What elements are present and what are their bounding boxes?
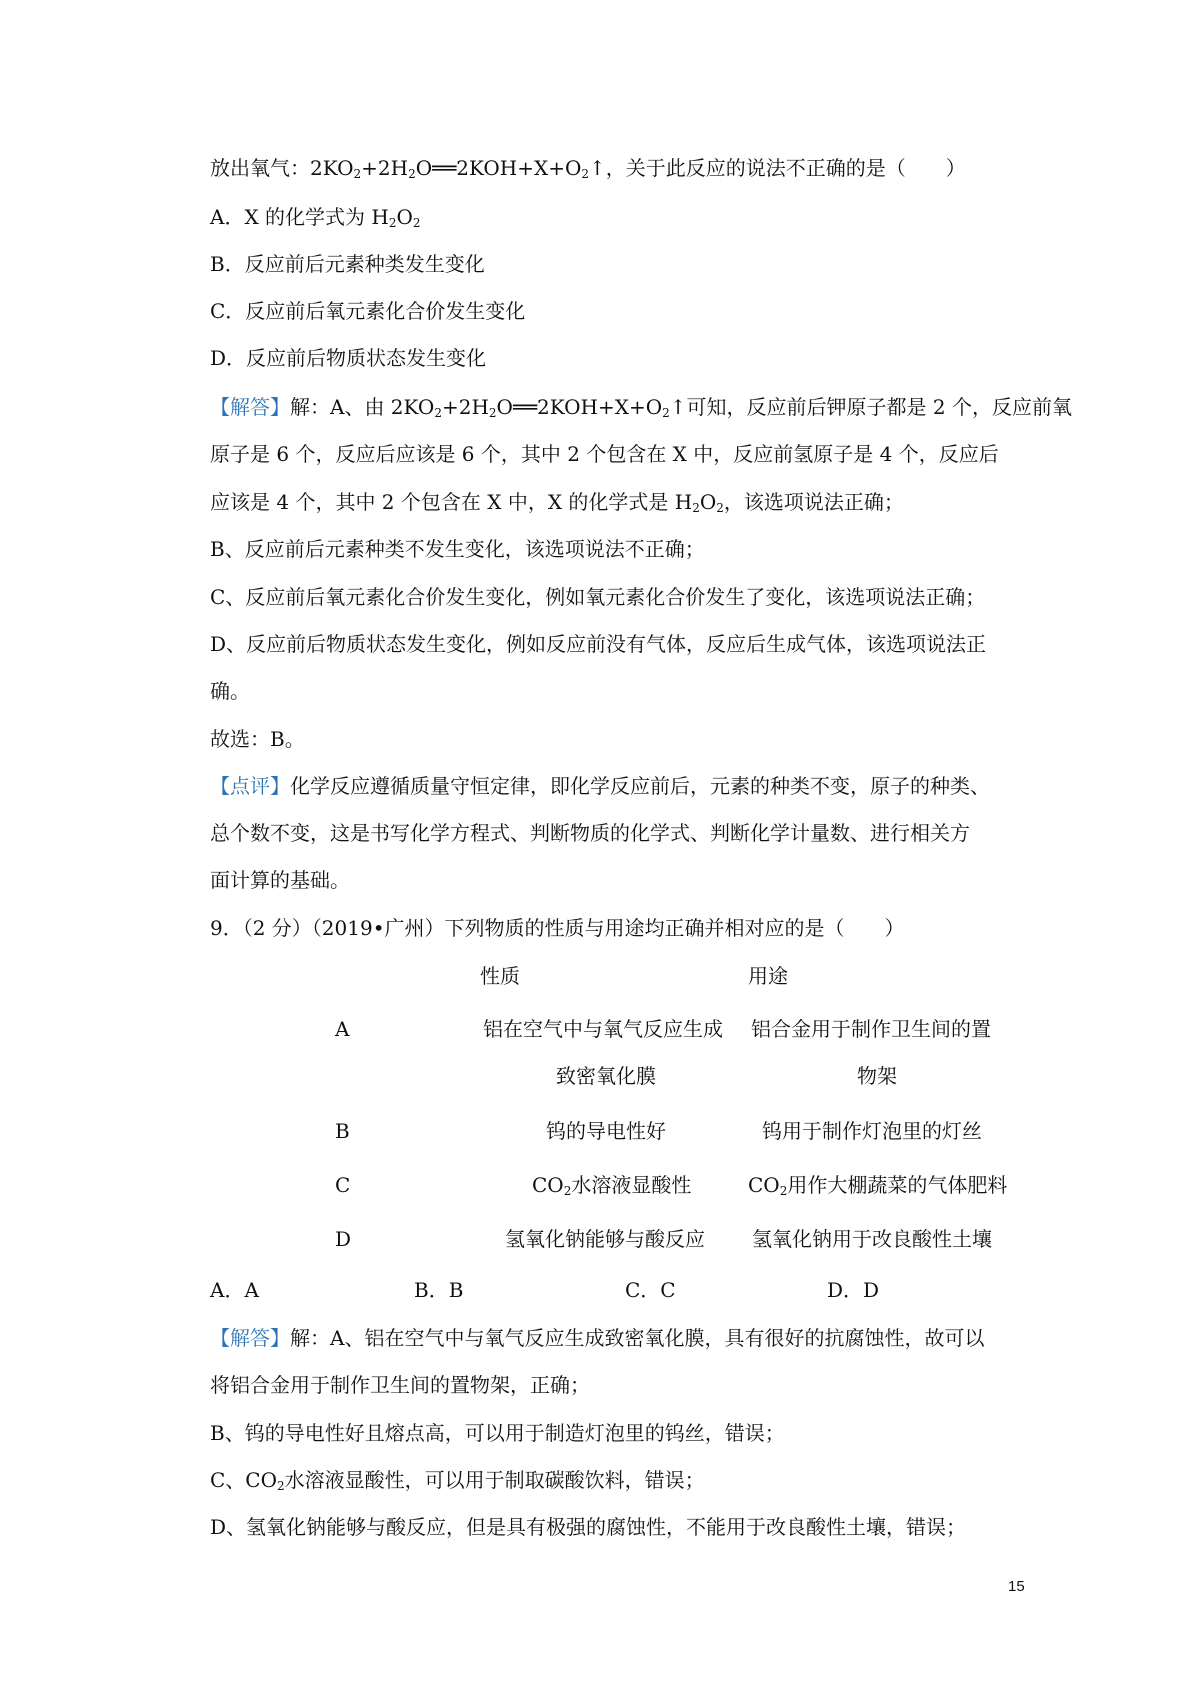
comment-tag: 【点评】 — [210, 774, 290, 798]
table-header-use: 用途 — [748, 964, 788, 988]
q8-comment-line-1: 【点评】化学反应遵循质量守恒定律，即化学反应前后，元素的种类不变，原子的种类、 — [210, 774, 990, 798]
answer-tag: 【解答】 — [210, 1326, 290, 1350]
q8-option-d: D．反应前后物质状态发生变化 — [210, 346, 487, 370]
q8-comment-line-2: 总个数不变，这是书写化学方程式、判断物质的化学式、判断化学计量数、进行相关方 — [210, 821, 970, 845]
page-number: 15 — [1008, 1578, 1025, 1595]
q8-comment-line-3: 面计算的基础。 — [210, 868, 350, 892]
table-row-a-use-2: 物架 — [857, 1064, 897, 1088]
q9-option-b: B．B — [414, 1278, 464, 1302]
q9-option-a: A．A — [210, 1278, 259, 1302]
table-row-a-label: A — [335, 1017, 350, 1041]
table-row-a-property-2: 致密氧化膜 — [556, 1064, 656, 1088]
q9-answer-line-3: B、钨的导电性好且熔点高，可以用于制造灯泡里的钨丝，错误； — [210, 1421, 785, 1445]
q9-option-d: D．D — [827, 1278, 880, 1302]
table-row-b-property: 钨的导电性好 — [546, 1119, 666, 1143]
table-row-d-property: 氢氧化钠能够与酸反应 — [505, 1227, 705, 1251]
table-row-a-property-1: 铝在空气中与氧气反应生成 — [483, 1017, 723, 1041]
table-row-c-property: $CO_2$水溶液显酸性 — [532, 1173, 692, 1198]
table-row-d-label: D — [335, 1227, 352, 1251]
q9-stem: 9．（2 分）（2019•广州）下列物质的性质与用途均正确并相对应的是（ ） — [210, 916, 905, 940]
q9-option-c: C．C — [625, 1278, 676, 1302]
q8-choose: 故选：B。 — [210, 727, 305, 751]
table-row-b-use: 钨用于制作灯泡里的灯丝 — [762, 1119, 982, 1143]
table-header-property: 性质 — [480, 964, 520, 988]
q8-option-a: A．X 的化学式为 $H_2O_2$ — [210, 205, 421, 230]
q9-answer-line-4: C、$CO_2$水溶液显酸性，可以用于制取碳酸饮料，错误； — [210, 1468, 705, 1493]
q8-answer-line-2: 原子是 6 个，反应后应该是 6 个，其中 2 个包含在 X 中，反应前氢原子是 4 个，反应后 — [210, 442, 999, 466]
answer-tag: 【解答】 — [210, 395, 290, 419]
table-row-b-label: B — [335, 1119, 350, 1143]
q8-answer-line-1: 【解答】解：A、由 $2KO_2+2H_2O══2KOH+X+O_2↑$可知，反应前后钾原子都是 2 个，反应前氧 — [210, 395, 1072, 420]
q8-answer-line-7: 确。 — [210, 679, 250, 703]
q8-answer-line-6: D、反应前后物质状态发生变化，例如反应前没有气体，反应后生成气体，该选项说法正 — [210, 632, 987, 656]
table-row-c-label: C — [335, 1173, 351, 1197]
q8-option-c: C．反应前后氧元素化合价发生变化 — [210, 299, 526, 323]
table-row-c-use: $CO_2$用作大棚蔬菜的气体肥料 — [748, 1173, 1008, 1198]
q8-answer-line-5: C、反应前后氧元素化合价发生变化，例如氧元素化合价发生了变化，该选项说法正确； — [210, 585, 986, 609]
table-row-a-use-1: 铝合金用于制作卫生间的置 — [751, 1017, 991, 1041]
q9-answer-line-5: D、氢氧化钠能够与酸反应，但是具有极强的腐蚀性，不能用于改良酸性土壤，错误； — [210, 1515, 967, 1539]
table-row-d-use: 氢氧化钠用于改良酸性土壤 — [752, 1227, 992, 1251]
q8-answer-line-4: B、反应前后元素种类不发生变化，该选项说法不正确； — [210, 537, 705, 561]
q8-stem: 放出氧气：$2KO_2+2H_2O══2KOH+X+O_2↑$，关于此反应的说法不正确的是（ ） — [210, 156, 966, 181]
q8-answer-line-3: 应该是 4 个，其中 2 个包含在 X 中，X 的化学式是 $H_2O_2$，该选项说法正确； — [210, 490, 904, 515]
q9-answer-line-1: 【解答】解：A、铝在空气中与氧气反应生成致密氧化膜，具有很好的抗腐蚀性，故可以 — [210, 1326, 985, 1350]
q8-option-b: B．反应前后元素种类发生变化 — [210, 252, 485, 276]
q9-answer-line-2: 将铝合金用于制作卫生间的置物架，正确； — [210, 1373, 590, 1397]
